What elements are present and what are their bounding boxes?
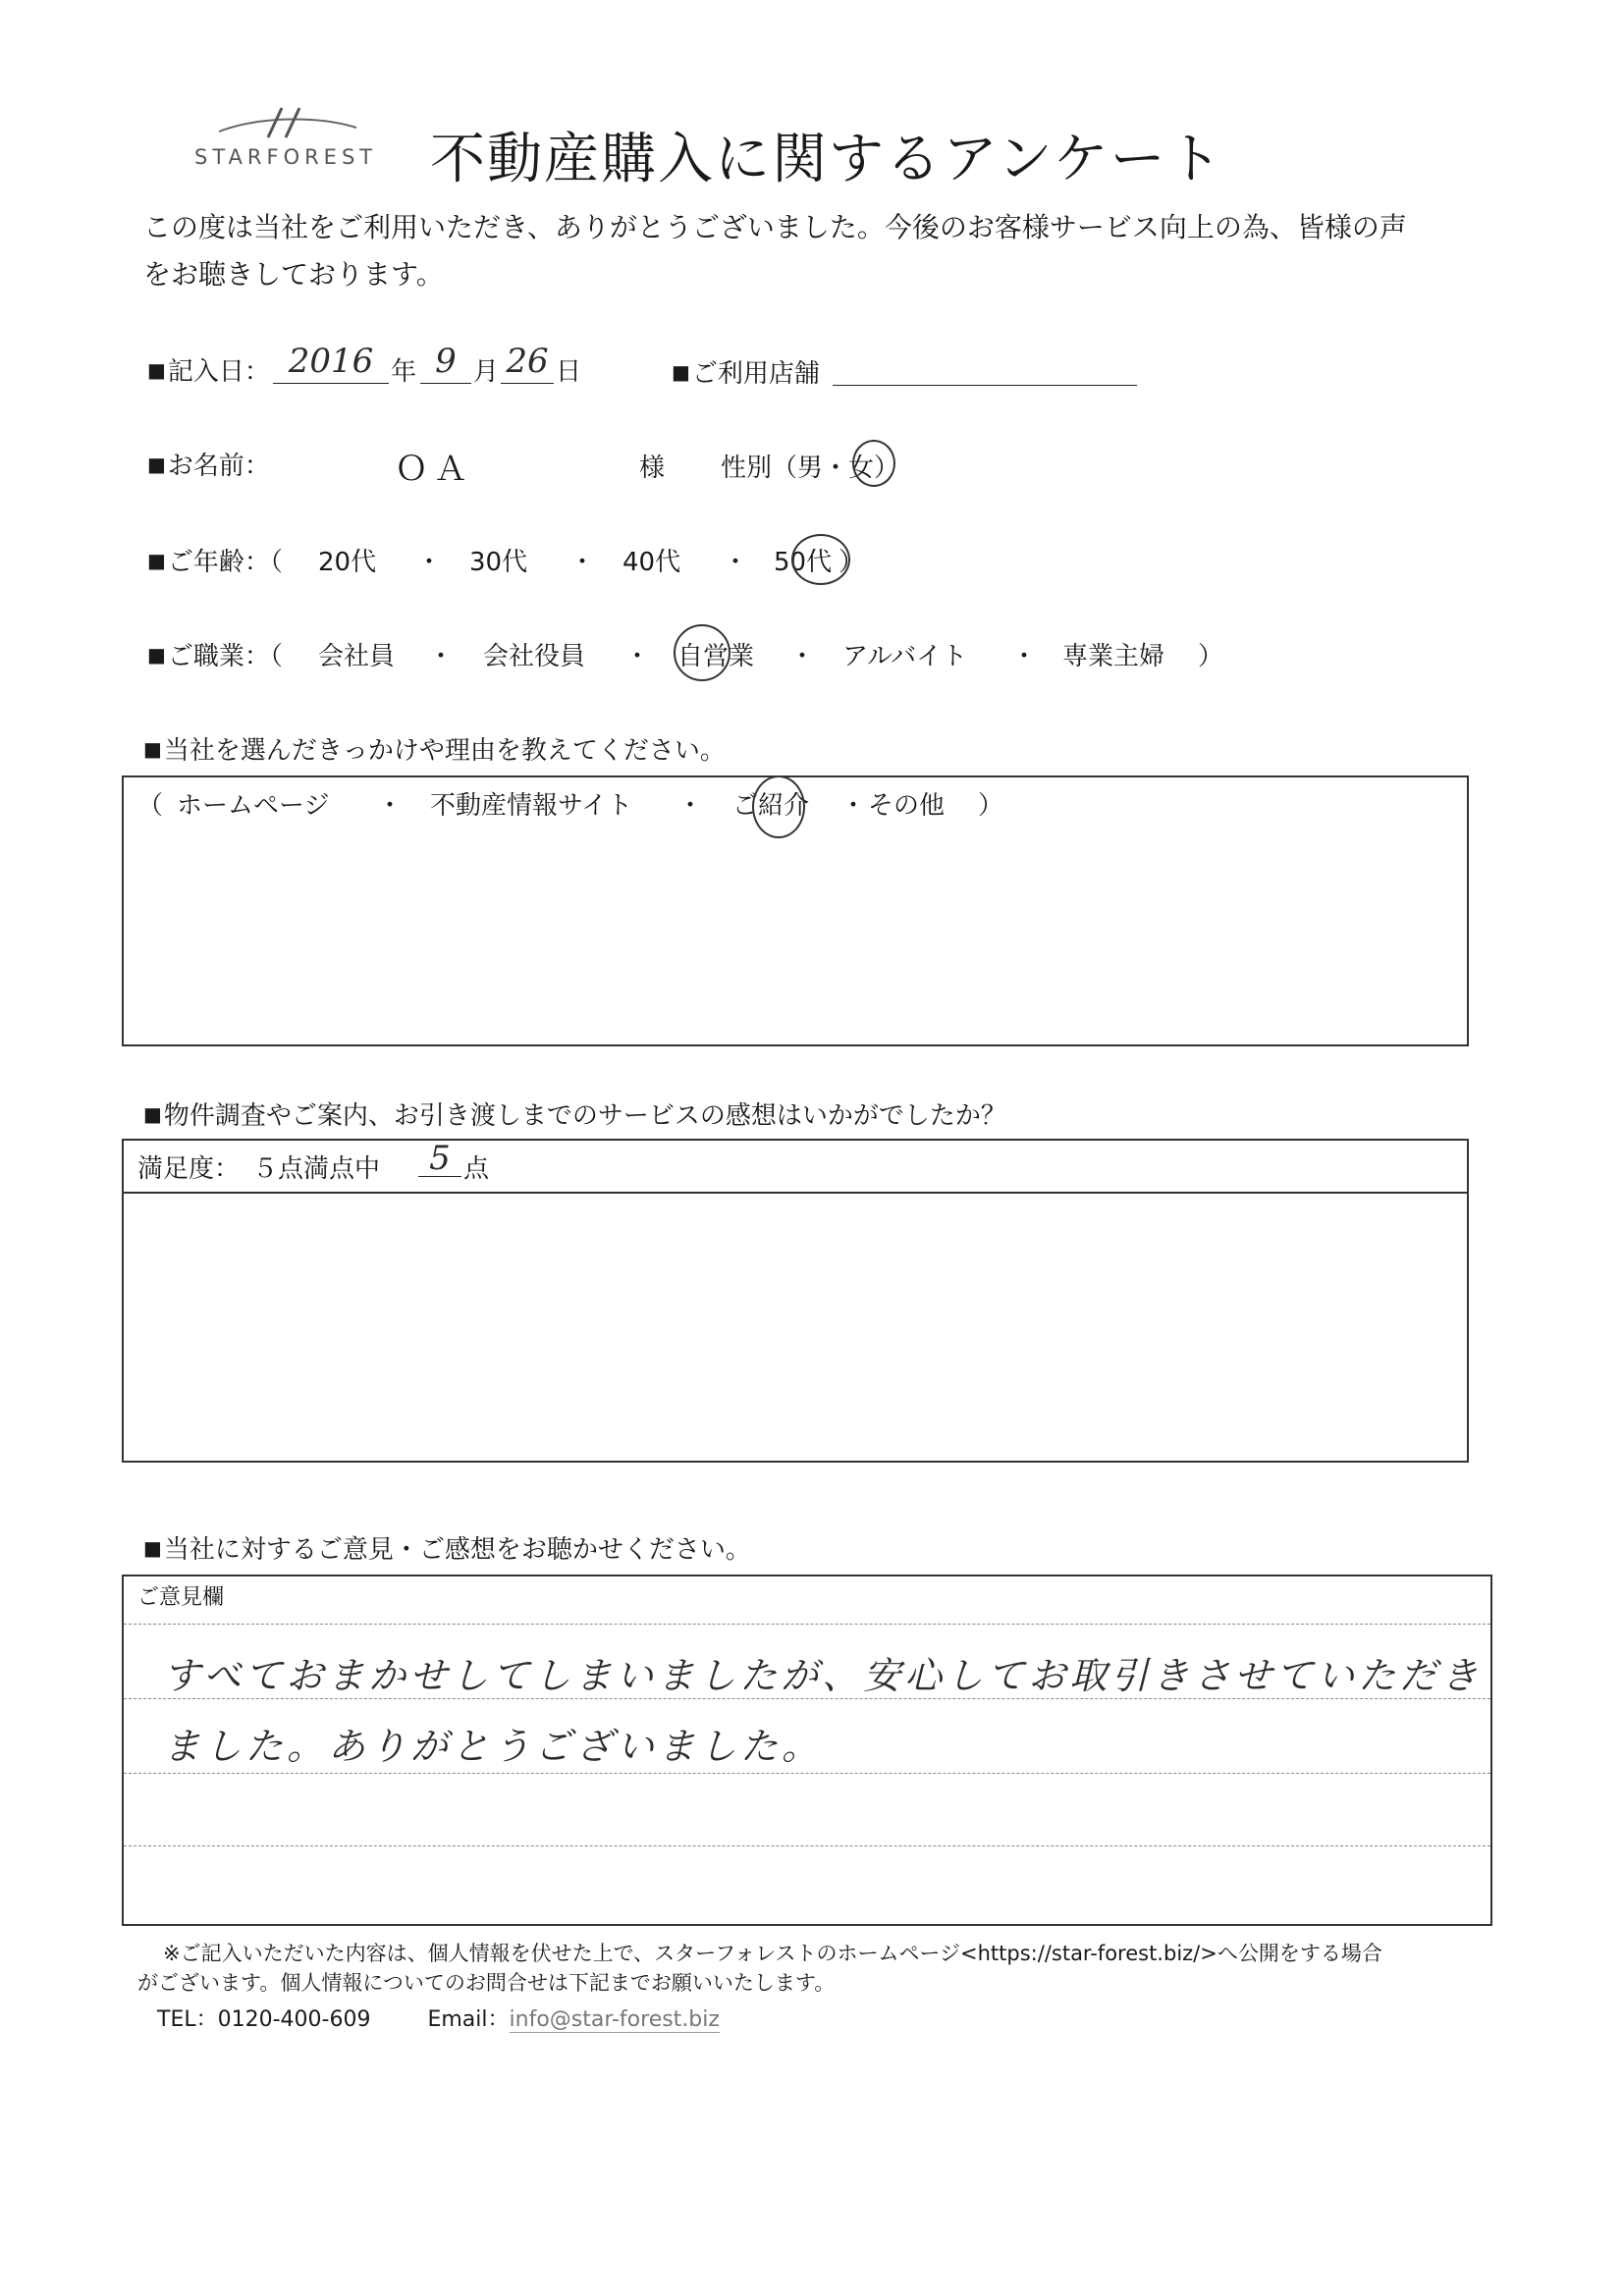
bullet-square-icon: ■ — [143, 737, 162, 761]
occupation-close: ） — [1198, 642, 1224, 671]
opinion-text-line-2: ました。ありがとうございました。 — [163, 1725, 824, 1768]
occupation-separator: ・ — [789, 642, 816, 671]
store-field[interactable] — [833, 349, 1137, 386]
entry-date-label: 記入日： — [167, 357, 270, 387]
occupation-label: ご職業：（ — [167, 642, 283, 671]
store-label: ご利用店舗 — [691, 359, 820, 389]
opinion-text-line-1: すべておまかせしてしまいましたが、安心してお取引きさせていただき — [163, 1654, 1483, 1697]
reason-option-other: その他 — [868, 791, 946, 821]
age-separator: ・ — [723, 548, 749, 577]
occupation-row — [147, 636, 283, 672]
occupation-selected-circle — [674, 624, 730, 681]
bullet-square-icon: ■ — [147, 643, 166, 667]
age-label: ご年齢：（ — [167, 548, 283, 577]
occupation-option-part-time: アルバイト — [842, 642, 968, 671]
name-label: お名前： — [167, 452, 270, 481]
reason-separator: ・ — [677, 791, 704, 821]
email-link[interactable]: info@star-forest.biz — [509, 2007, 720, 2032]
bullet-square-icon: ■ — [147, 453, 166, 476]
intro-line-2: をお聴きしております。 — [143, 258, 444, 291]
store-row — [672, 353, 820, 390]
page-title: 不動産購入に関するアンケート — [430, 128, 1224, 191]
entry-date-year: 2016 — [273, 342, 389, 384]
reason-separator: ・ — [840, 791, 867, 821]
satisfaction-box — [122, 1139, 1469, 1463]
reason-selected-circle — [752, 775, 805, 838]
satisfaction-score: 5 — [418, 1139, 461, 1177]
occupation-option-executive: 会社役員 — [483, 642, 586, 671]
occupation-separator: ・ — [1011, 642, 1038, 671]
satisfaction-label: 満足度： ５点満点中 — [137, 1154, 381, 1184]
entry-date-month: 9 — [420, 342, 471, 384]
satisfaction-heading: ■物件調査やご案内、お引き渡しまでのサービスの感想はいかがでしたか？ — [143, 1101, 1006, 1131]
footer-note-line-2: がございます。個人情報についてのお問合せは下記までお願いいたします。 — [137, 1971, 836, 1995]
age-row — [147, 542, 283, 578]
bullet-square-icon: ■ — [147, 358, 166, 382]
occupation-option-homemaker: 専業主婦 — [1062, 642, 1165, 671]
opinion-box-label: ご意見欄 — [137, 1585, 225, 1610]
age-separator: ・ — [569, 548, 596, 577]
tel-label: TEL： — [157, 2007, 218, 2032]
bullet-square-icon: ■ — [143, 1102, 162, 1126]
occupation-separator: ・ — [624, 642, 651, 671]
bullet-square-icon: ■ — [147, 549, 166, 572]
name-honorific: 様 — [639, 454, 666, 483]
entry-date-day: 26 — [501, 342, 554, 384]
age-selected-circle — [791, 534, 850, 585]
age-separator: ・ — [416, 548, 443, 577]
occupation-option-self-employed: 自営業 — [677, 642, 755, 671]
age-close: ） — [839, 548, 865, 577]
reason-separator: ・ — [377, 791, 404, 821]
age-option-20: 20代 — [318, 548, 377, 577]
reason-option-homepage: ホームページ — [177, 791, 330, 821]
satisfaction-header-divider — [122, 1192, 1469, 1194]
bullet-square-icon: ■ — [672, 360, 690, 384]
entry-date-day-unit: 日 — [556, 357, 582, 387]
logo — [191, 102, 383, 175]
age-option-50: 50代 — [774, 548, 833, 577]
entry-date-month-unit: 月 — [473, 357, 500, 387]
gender-selected-circle — [852, 440, 895, 487]
email-label: Email： — [427, 2007, 510, 2032]
footer-contact — [157, 2002, 720, 2033]
name-row — [147, 446, 270, 482]
reason-close: ） — [978, 791, 1004, 821]
opinion-ruled-line — [124, 1845, 1490, 1846]
tel-number: 0120-400-609 — [217, 2007, 371, 2032]
opinion-heading: ■当社に対するご意見・ご感想をお聴かせください。 — [143, 1535, 751, 1565]
footer-note-line-1: ※ご記入いただいた内容は、個人情報を伏せた上で、スターフォレストのホームページ<https://star-forest.biz/>へ公開をする場合 — [163, 1942, 1382, 1965]
starforest-logo-mark — [191, 102, 383, 141]
entry-date-row — [147, 351, 270, 391]
reason-option-portal: 不動産情報サイト — [430, 791, 633, 821]
occupation-separator: ・ — [428, 642, 455, 671]
opinion-ruled-line — [124, 1624, 1490, 1625]
reason-open: （ — [137, 791, 164, 821]
satisfaction-unit: 点 — [463, 1154, 490, 1184]
logo-brand-text: STARFOREST — [194, 145, 378, 169]
intro-line-1: この度は当社をご利用いただき、ありがとうございました。今後のお客様サービス向上の為、皆様の声 — [143, 211, 1407, 243]
gender-label: 性別（男・女） — [721, 454, 900, 483]
occupation-option-employee: 会社員 — [318, 642, 396, 671]
age-option-30: 30代 — [469, 548, 528, 577]
entry-date-year-unit: 年 — [391, 357, 417, 387]
opinion-ruled-line — [124, 1773, 1490, 1774]
reason-option-referral: ご紹介 — [732, 791, 810, 821]
name-value: ＯＡ — [395, 450, 473, 489]
age-option-40: 40代 — [622, 548, 681, 577]
reason-heading: ■当社を選んだきっかけや理由を教えてください。 — [143, 736, 726, 766]
bullet-square-icon: ■ — [143, 1536, 162, 1560]
